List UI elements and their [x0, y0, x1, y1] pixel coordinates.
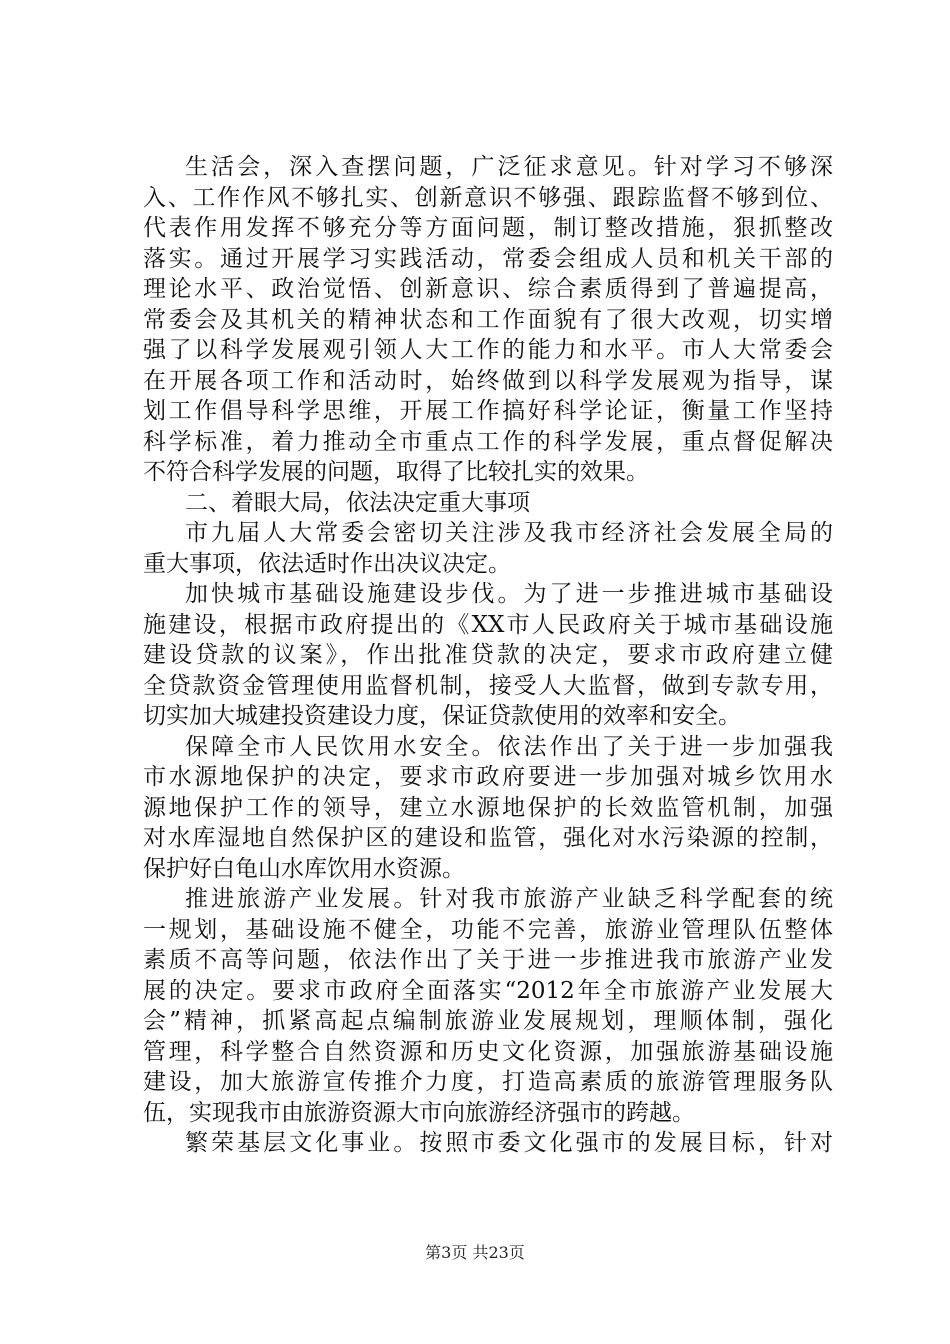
text-line: 切实加大城建投资建设力度，保证贷款使用的效率和安全。	[143, 703, 741, 729]
text-line: 市水源地保护的决定，要求市政府要进一步加强对城乡饮用水	[143, 764, 833, 790]
text-line: 推进旅游产业发展。针对我市旅游产业缺乏科学配套的统	[185, 886, 833, 912]
text-line: 一规划，基础设施不健全，功能不完善，旅游业管理队伍整体	[143, 916, 833, 943]
text-line: 不符合科学发展的问题，取得了比较扎实的效果。	[143, 459, 649, 485]
text-line: 会”精神，抓紧高起点编制旅游业发展规划，理顺体制，强化	[143, 1008, 833, 1034]
page-number-footer: 第3页 共23页	[425, 1243, 525, 1262]
text-line: 保障全市人民饮用水安全。依法作出了关于进一步加强我	[185, 733, 833, 760]
text-line: 重大事项，依法适时作出决议决定。	[143, 550, 511, 577]
text-line: 常委会及其机关的精神状态和工作面貌有了很大改观，切实增	[143, 306, 833, 333]
text-line: 施建设，根据市政府提出的《XX市人民政府关于城市基础设施	[143, 611, 833, 638]
text-line: 二、着眼大局，依法决定重大事项	[185, 489, 530, 516]
text-line: 伍，实现我市由旅游资源大市向旅游经济强市的跨越。	[143, 1099, 695, 1126]
text-line: 理论水平、政治觉悟、创新意识、综合素质得到了普遍提高，	[143, 276, 833, 302]
text-line: 建设贷款的议案》，作出批准贷款的决定，要求市政府建立健	[143, 642, 833, 668]
text-line: 繁荣基层文化事业。按照市委文化强市的发展目标，针对	[185, 1130, 833, 1156]
text-line: 展的决定。要求市政府全面落实“2012年全市旅游产业发展大	[143, 977, 833, 1004]
text-line: 加快城市基础设施建设步伐。为了进一步推进城市基础设	[185, 581, 833, 607]
body-text	[143, 152, 833, 1159]
text-line: 建设，加大旅游宣传推介力度，打造高素质的旅游管理服务队	[143, 1069, 833, 1095]
text-line: 素质不高等问题，依法作出了关于进一步推进我市旅游产业发	[143, 947, 833, 973]
text-line: 全贷款资金管理使用监督机制，接受人大监督，做到专款专用，	[143, 672, 833, 699]
text-line: 市九届人大常委会密切关注涉及我市经济社会发展全局的	[185, 520, 833, 546]
text-line: 落实。通过开展学习实践活动，常委会组成人员和机关干部的	[143, 245, 833, 272]
text-line: 入、工作作风不够扎实、创新意识不够强、跟踪监督不够到位、	[143, 184, 833, 211]
text-line: 强了以科学发展观引领人大工作的能力和水平。市人大常委会	[143, 337, 833, 363]
text-line: 源地保护工作的领导，建立水源地保护的长效监管机制，加强	[143, 794, 833, 821]
text-line: 科学标准，着力推动全市重点工作的科学发展，重点督促解决	[143, 428, 833, 455]
text-line: 对水库湿地自然保护区的建设和监管，强化对水污染源的控制，	[143, 825, 833, 851]
text-line: 代表作用发挥不够充分等方面问题，制订整改措施，狠抓整改	[143, 215, 833, 241]
text-line: 生活会，深入查摆问题，广泛征求意见。针对学习不够深	[185, 154, 833, 180]
text-line: 在开展各项工作和活动时，始终做到以科学发展观为指导，谋	[143, 367, 833, 394]
text-line: 保护好白龟山水库饮用水资源。	[143, 855, 465, 882]
text-line: 管理，科学整合自然资源和历史文化资源，加强旅游基础设施	[143, 1038, 833, 1065]
text-line: 划工作倡导科学思维，开展工作搞好科学论证，衡量工作坚持	[143, 398, 833, 424]
